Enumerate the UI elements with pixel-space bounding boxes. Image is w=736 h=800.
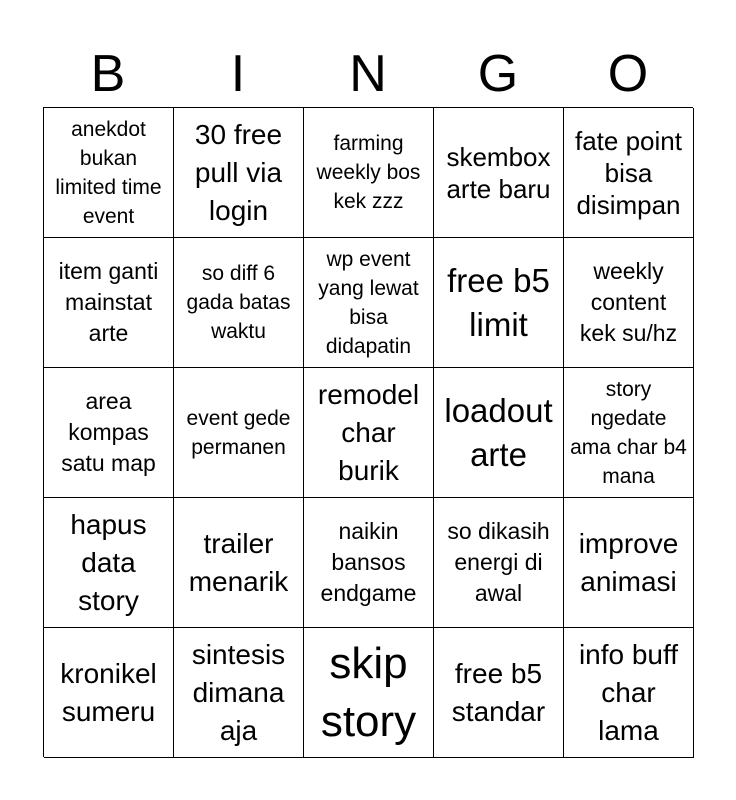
cell-text: naikin bansos endgame — [320, 518, 417, 606]
cell-text: kronikel sumeru — [60, 657, 157, 727]
cell-text: 30 free pull via login — [194, 118, 283, 226]
cell-text: area kompas satu map — [61, 388, 156, 476]
cell-text: loadout arte — [444, 391, 553, 473]
bingo-cell[interactable] — [304, 238, 434, 368]
cell-text: info buff char lama — [578, 638, 679, 746]
header-letter-o: O — [607, 45, 649, 103]
cell-text: free b5 standar — [451, 657, 546, 727]
bingo-cell[interactable] — [564, 498, 694, 628]
cell-text: trailer menarik — [188, 527, 289, 597]
bingo-card — [43, 107, 693, 757]
bingo-cell[interactable] — [44, 498, 174, 628]
cell-text: skip story — [320, 638, 417, 746]
cell-text: farming weekly bos kek zzz — [316, 132, 421, 213]
bingo-cell[interactable] — [44, 368, 174, 498]
bingo-cell[interactable] — [564, 108, 694, 238]
bingo-header — [43, 44, 693, 104]
cell-text: improve animasi — [578, 527, 679, 597]
bingo-cell[interactable] — [304, 368, 434, 498]
cell-text: free b5 limit — [447, 261, 550, 343]
cell-text: so dikasih energi di awal — [447, 518, 550, 606]
bingo-cell[interactable] — [434, 368, 564, 498]
bingo-cell[interactable] — [44, 628, 174, 758]
bingo-cell[interactable] — [434, 108, 564, 238]
bingo-cell[interactable] — [44, 238, 174, 368]
cell-text: fate point bisa disimpan — [575, 125, 682, 220]
bingo-cell[interactable] — [304, 498, 434, 628]
cell-text: story ngedate ama char b4 mana — [570, 377, 687, 488]
header-letter-n: N — [349, 45, 387, 103]
bingo-cell[interactable] — [304, 108, 434, 238]
bingo-cell[interactable] — [304, 628, 434, 758]
header-letter-g: G — [477, 45, 519, 103]
header-letter-i: I — [230, 45, 246, 103]
cell-text: hapus data story — [70, 508, 147, 616]
cell-text: sintesis dimana aja — [191, 638, 286, 746]
cell-text: event gede permanen — [186, 406, 291, 459]
bingo-cell[interactable] — [174, 108, 304, 238]
bingo-cell[interactable] — [564, 368, 694, 498]
bingo-cell[interactable] — [434, 238, 564, 368]
bingo-cell[interactable] — [564, 628, 694, 758]
cell-text: remodel char burik — [317, 378, 420, 486]
cell-text: wp event yang lewat bisa didapatin — [318, 247, 419, 358]
header-letter-b: B — [90, 45, 126, 103]
bingo-cell[interactable] — [434, 628, 564, 758]
cell-text: skembox arte baru — [446, 141, 551, 204]
bingo-cell[interactable] — [434, 498, 564, 628]
bingo-cell[interactable] — [564, 238, 694, 368]
bingo-cell[interactable] — [174, 238, 304, 368]
bingo-cell[interactable] — [174, 368, 304, 498]
bingo-cell[interactable] — [174, 498, 304, 628]
cell-text: so diff 6 gada batas waktu — [186, 262, 291, 343]
cell-text: item ganti mainstat arte — [58, 258, 159, 346]
bingo-cell[interactable] — [44, 108, 174, 238]
cell-text: anekdot bukan limited time event — [55, 117, 162, 228]
bingo-cell[interactable] — [174, 628, 304, 758]
cell-text: weekly content kek su/hz — [579, 258, 678, 346]
